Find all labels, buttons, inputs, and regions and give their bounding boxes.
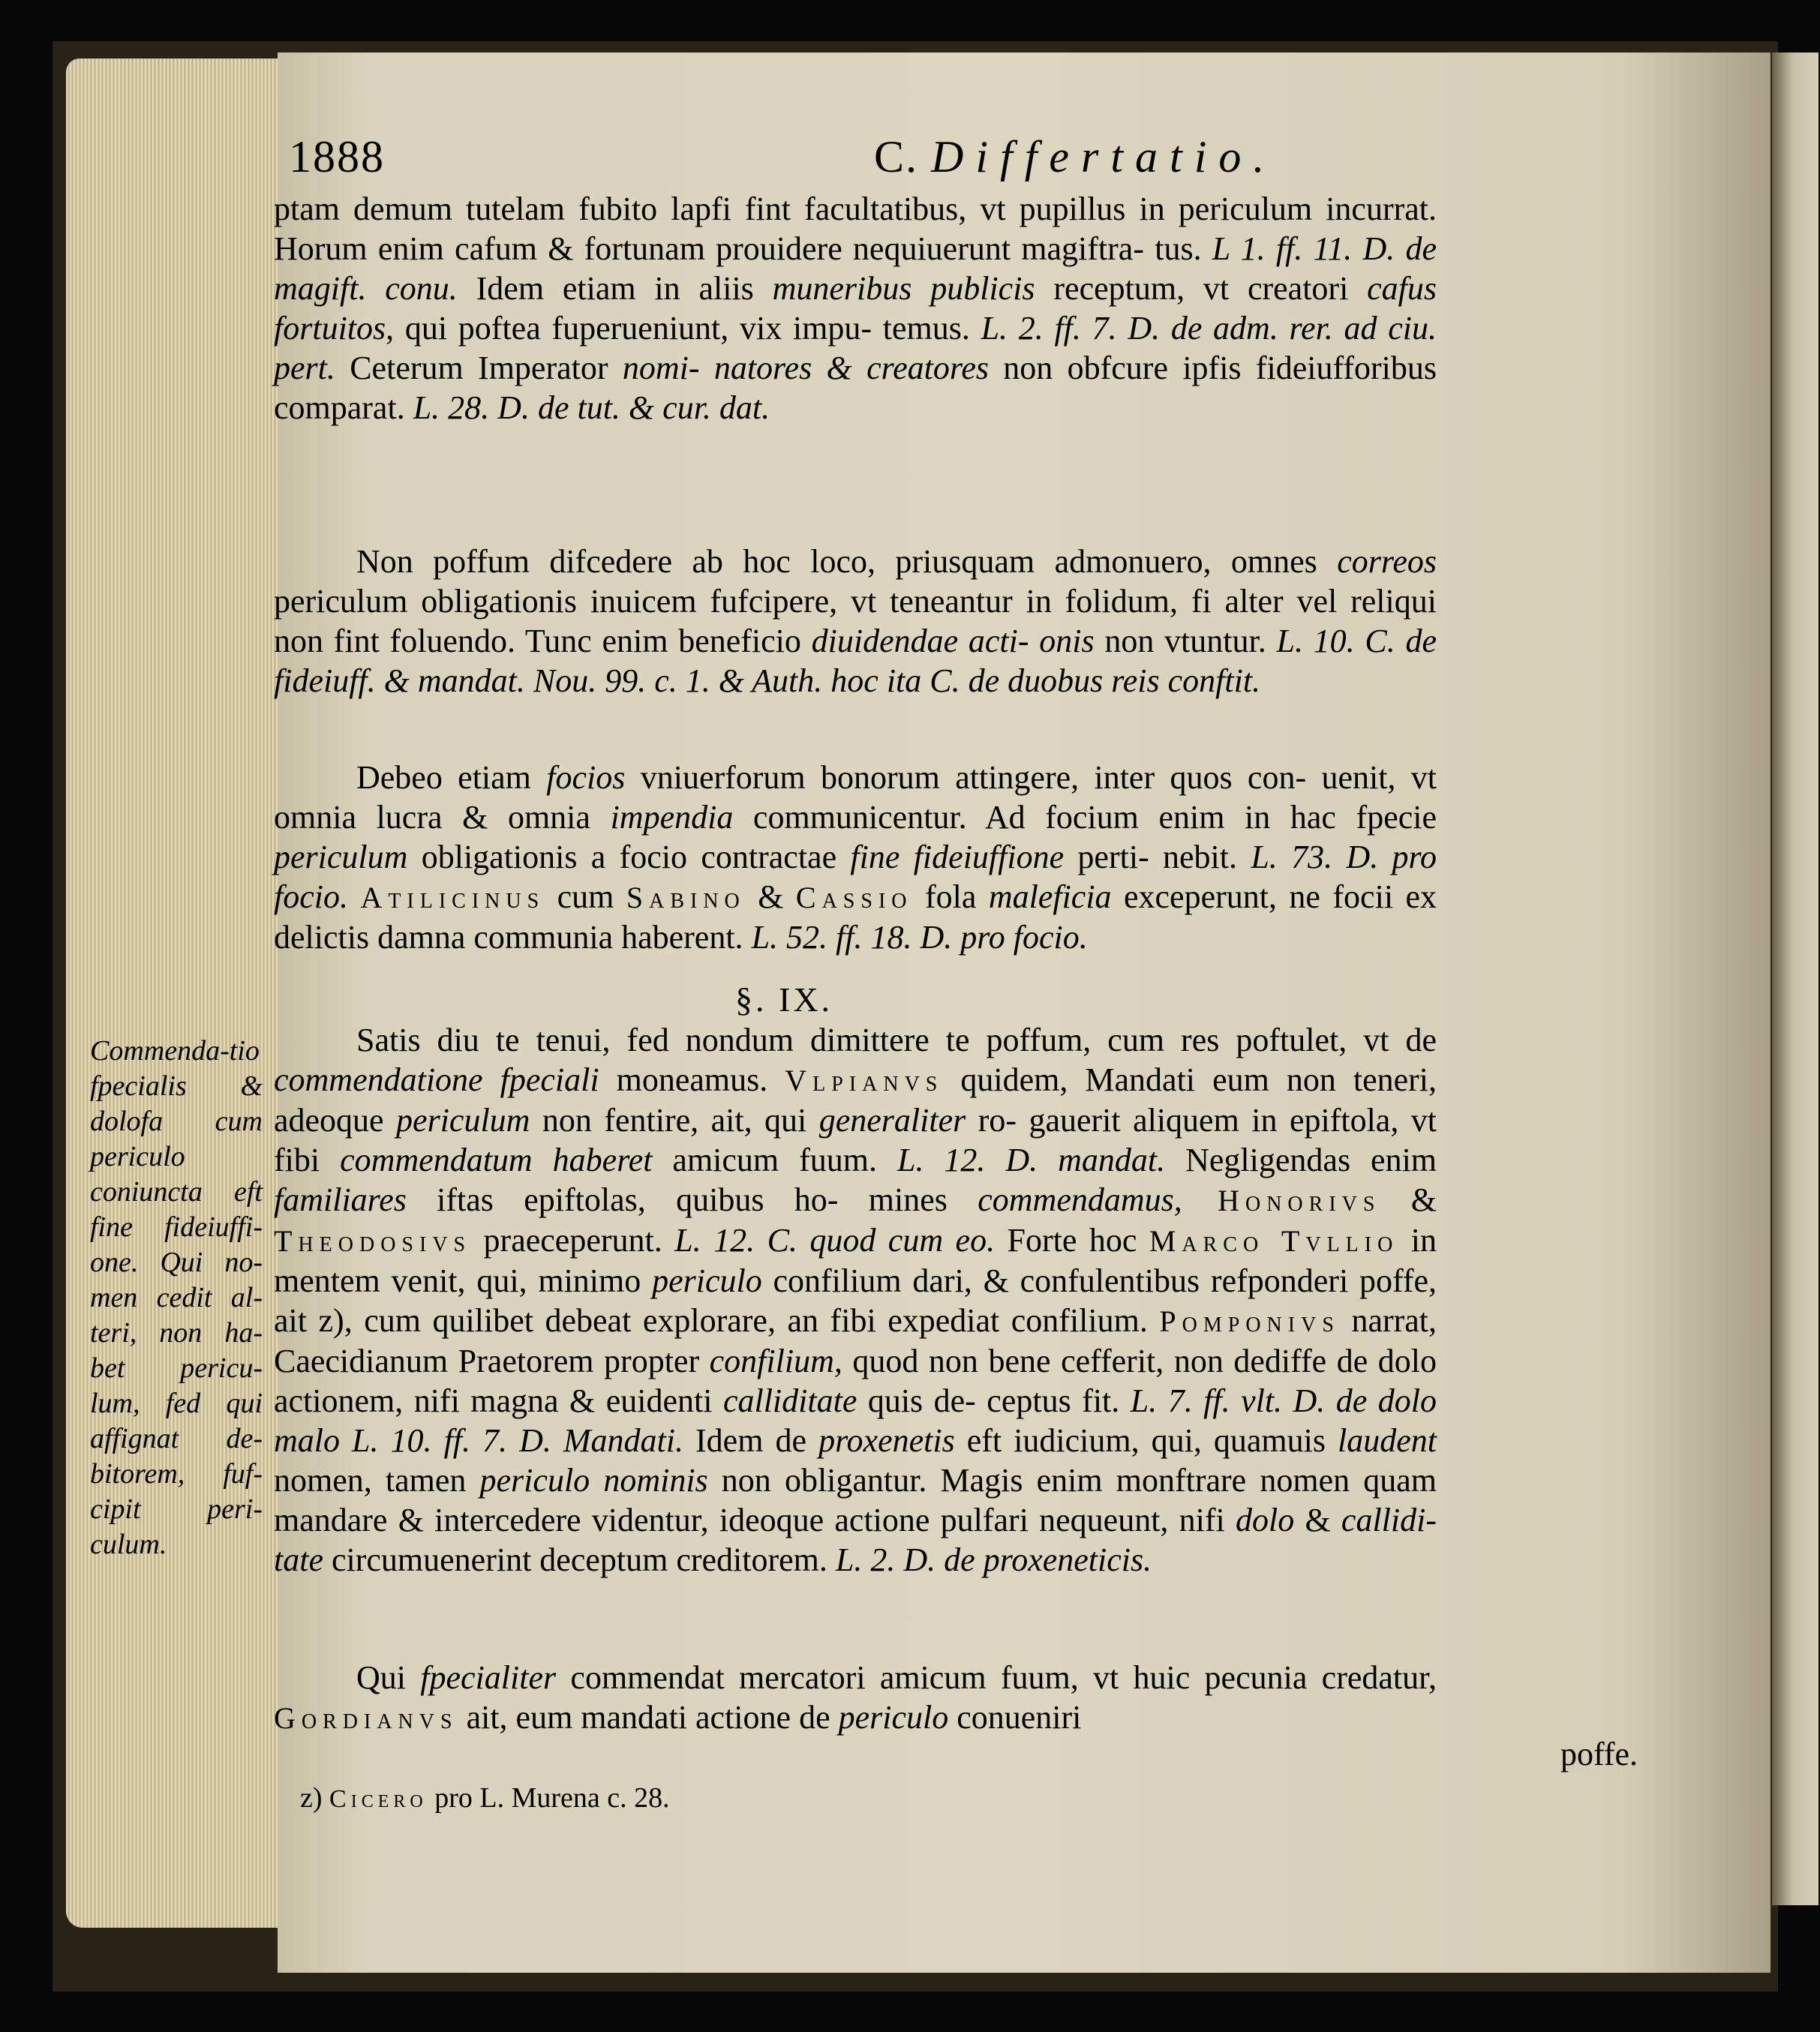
marginal-note: Commenda-tio fpecialis & dolofa cum periculo coniuncta eft fine fideiuffi-one. Qui no-men cedit al-teri, non ha-bet pericu-lum, fed qui affignat de-bitorem, fuf-cipit peri-culum. [90, 1035, 263, 1560]
running-title: C. Differtatio. [874, 132, 1277, 182]
paragraph-continuation: ptam demum tutelam fubito lapfi fint facultatibus, vt pupillus in periculum incurrat. Horum enim cafum & fortunam prouidere nequiuerunt magiftra- tus. L 1. ff. 11. D. de magift. conu. Idem etiam in aliis muneribus publicis receptum, vt creatori cafus fortuitos, qui poftea fuperueniunt, vix impu- temus. L. 2. ff. 7. D. de adm. rer. ad ciu. pert. Ceterum Imperator nomi- natores & creatores non obfcure ipfis fideiufforibus comparat. L. 28. D. de tut. & cur. dat. [274, 191, 1437, 426]
running-header [289, 124, 1377, 199]
catchword: poffe. [1560, 1736, 1638, 1772]
right-page-edge [1772, 53, 1818, 1905]
footnote: z) Cicero pro L. Murena c. 28. [300, 1782, 670, 1814]
page-number: 1888 [289, 132, 385, 182]
paragraph-specialiter: Qui fpecialiter commendat mercatori amicum fuum, vt huic pecunia credatur, Gordianvs ait, eum mandati actione de periculo conueniri [274, 1659, 1437, 1736]
section-heading: §. IX. [735, 980, 833, 1019]
paragraph-correos: Non poffum difcedere ab hoc loco, priusquam admonuero, omnes correos periculum obligationis inuicem fufcipere, vt teneantur in folidum, fi alter vel reliqui non fint foluendo. Tunc enim beneficio diuidendae acti- onis non vtuntur. L. 10. C. de fideiuff. & mandat. Nou. 99. c. 1. & Auth. hoc ita C. de duobus reis conftit. [274, 543, 1437, 699]
page-edges [66, 59, 291, 1928]
paragraph-socios: Debeo etiam focios vniuerforum bonorum attingere, inter quos con- uenit, vt omnia lucra & omnia impendia communicentur. Ad focium enim in hac fpecie periculum obligationis a focio contractae fine fideiuffione perti- nebit. L. 73. D. pro focio. Atilicinus cum Sabino & Cassio fola maleficia exceperunt, ne focii ex delictis damna communia haberent. L. 52. ff. 18. D. pro focio. [274, 759, 1437, 956]
paragraph-commendatio: Satis diu te tenui, fed nondum dimittere te poffum, cum res poftulet, vt de commendatione fpeciali moneamus. Vlpianvs quidem, Mandati eum non teneri, adeoque periculum non fentire, ait, qui generaliter ro- gauerit aliquem in epiftola, vt fibi commendatum haberet amicum fuum. L. 12. D. mandat. Negligendas enim familiares iftas epiftolas, quibus ho- mines commendamus, Honorivs & Theodosivs praeceperunt. L. 12. C. quod cum eo. Forte hoc Marco Tvllio in mentem venit, qui, minimo periculo confilium dari, & confulentibus refponderi poffe, ait z), cum quilibet debeat explorare, an fibi expediat confilium. Pomponivs narrat, Caecidianum Praetorem propter confilium, quod non bene cefferit, non dediffe de dolo actionem, nifi magna & euidenti calliditate quis de- ceptus fit. L. 7. ff. vlt. D. de dolo malo L. 10. ff. 7. D. Mandati. Idem de proxenetis eft iudicium, qui, quamuis laudent nomen, tamen periculo nominis non obligantur. Magis enim monftrare nomen quam mandare & intercedere videntur, ideoque actione pulfari nequeunt, nifi dolo & callidi- tate circumuenerint deceptum creditorem. L. 2. D. de proxeneticis. [274, 1022, 1437, 1578]
